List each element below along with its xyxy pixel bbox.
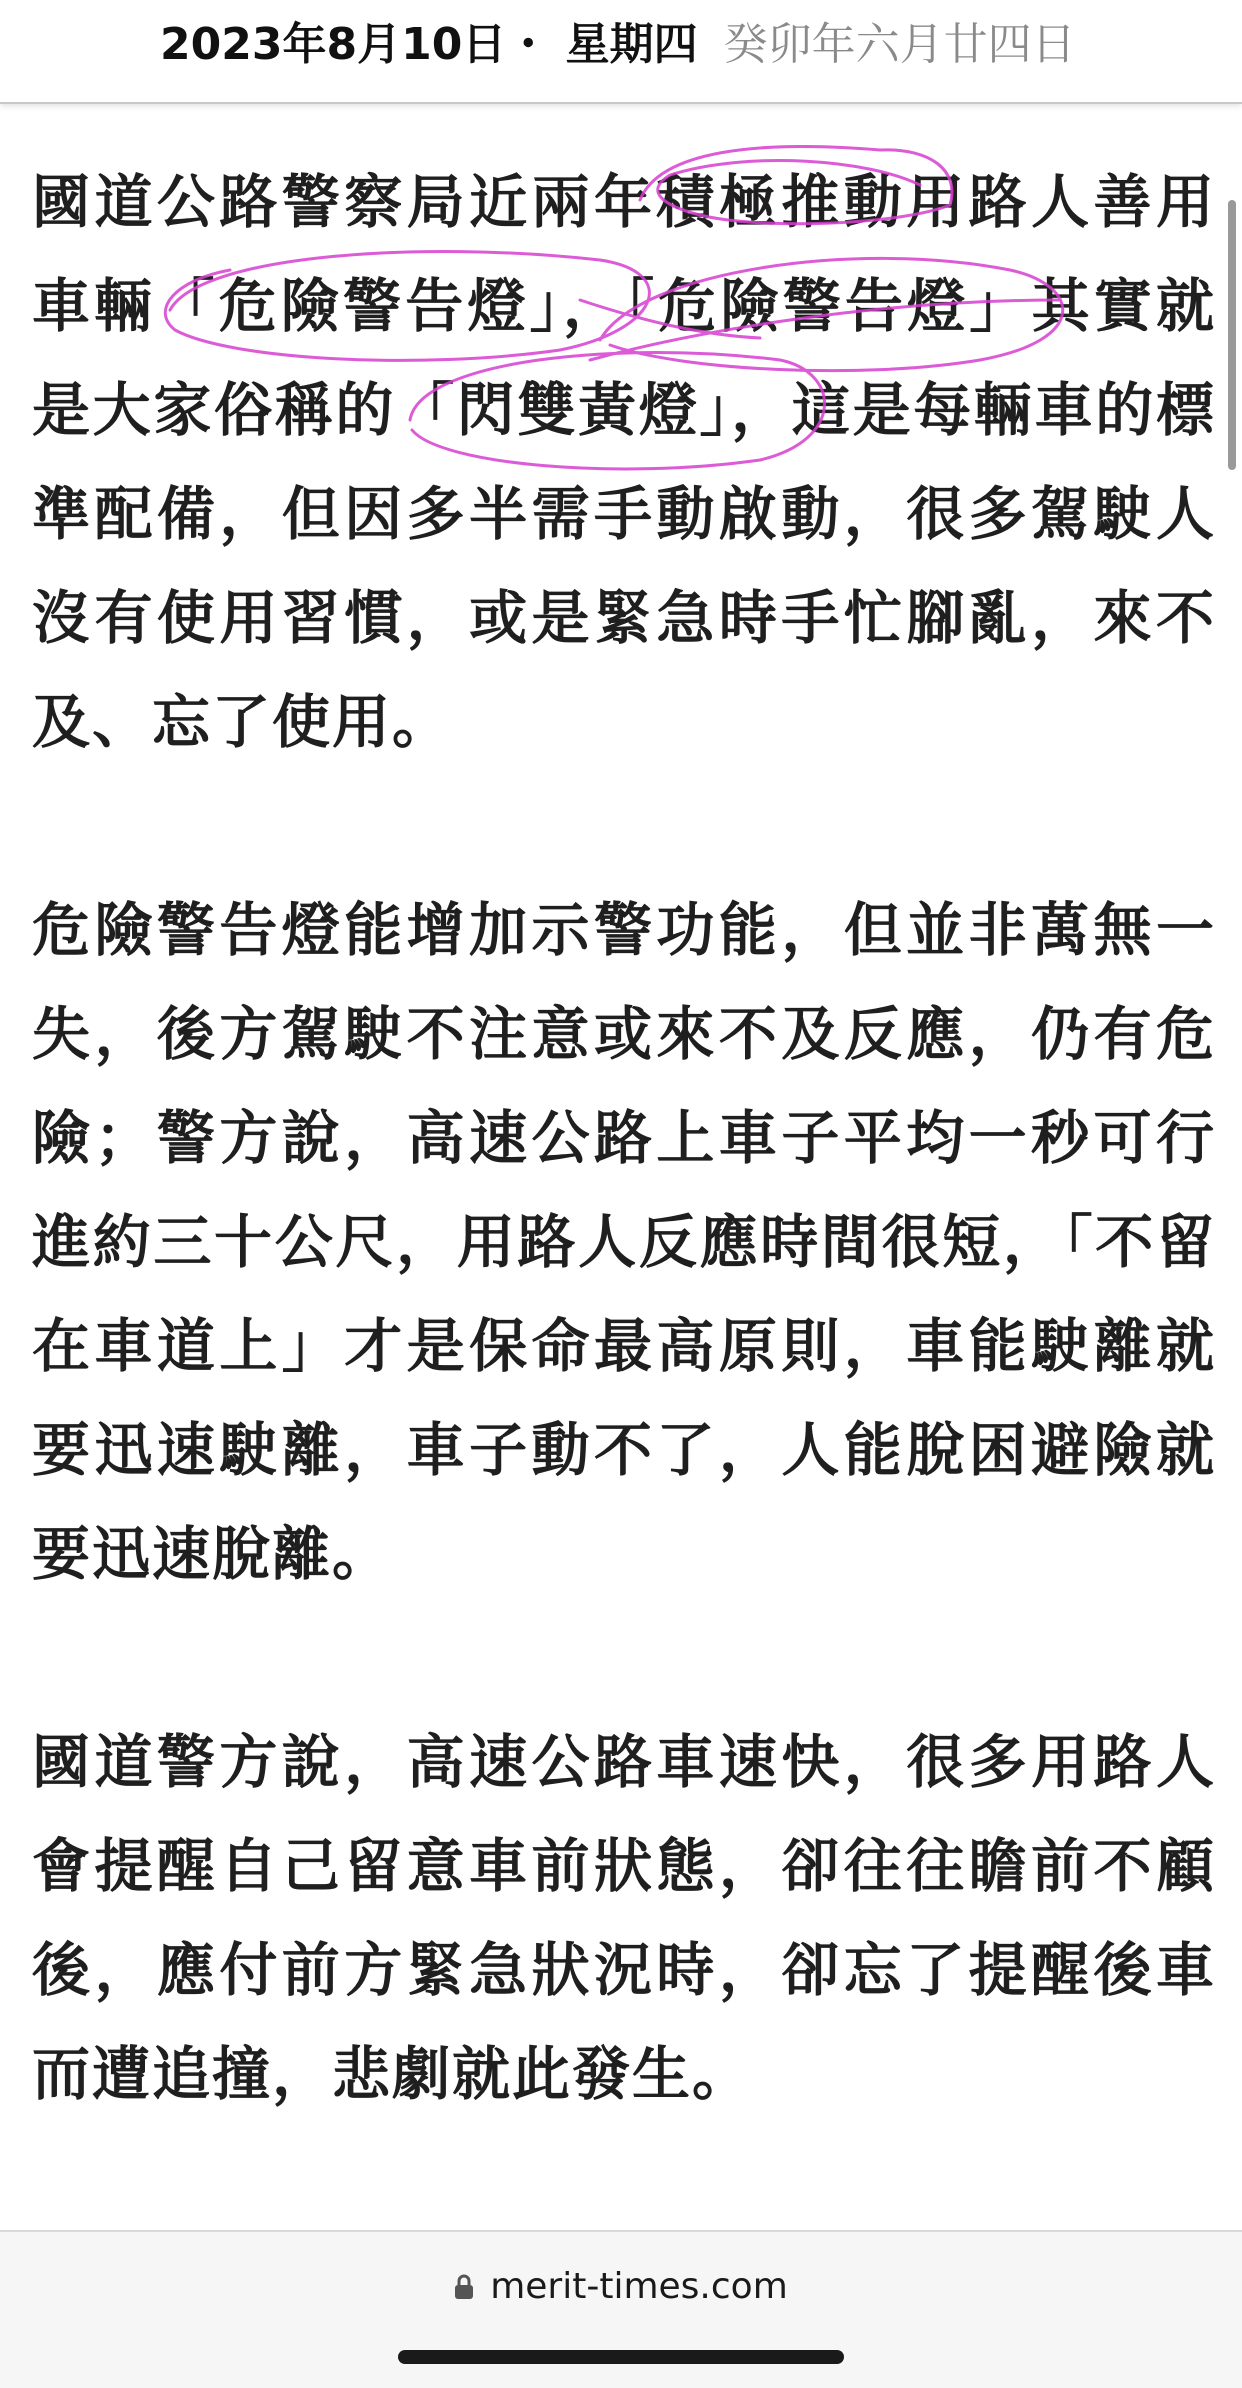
url-text: merit-times.com <box>490 2266 788 2307</box>
home-indicator[interactable] <box>398 2350 844 2364</box>
date-line <box>160 10 1076 70</box>
lunar-date: 癸卯年六月廿四日 <box>723 19 1076 70</box>
gregorian-date: 2023年8月10日・ 星期四 <box>160 19 698 70</box>
article-paragraph-2: 危險警告燈能增加示警功能，但並非萬無一失，後方駕駛不注意或來不及反應，仍有危險；警方說，高速公路上車子平均一秒可行進約三十公尺，用路人反應時間很短，「不留在車道上」才是保命最高原則，車能駛離就要迅速駛離，車子動不了，人能脫困避險就要迅速脫離。 <box>32 896 1216 1588</box>
article-paragraph-3: 國道警方說，高速公路車速快，很多用路人會提醒自己留意車前狀態，卻往往瞻前不顧後，應付前方緊急狀況時，卻忘了提醒後車而遭追撞，悲劇就此發生。 <box>32 1728 1216 2108</box>
article-body <box>32 150 1216 2230</box>
url-bar[interactable] <box>0 2266 1242 2307</box>
lock-icon <box>454 2274 474 2300</box>
date-header <box>0 0 1242 104</box>
scrollbar[interactable] <box>1228 200 1236 470</box>
article-paragraph-1: 國道公路警察局近兩年積極推動用路人善用車輛「危險警告燈」，「危險警告燈」其實就是大家俗稱的「閃雙黃燈」，這是每輛車的標準配備，但因多半需手動啟動，很多駕駛人沒有使用習慣，或是緊急時手忙腳亂，來不及、忘了使用。 <box>32 168 1216 756</box>
browser-bottom-bar <box>0 2230 1242 2388</box>
